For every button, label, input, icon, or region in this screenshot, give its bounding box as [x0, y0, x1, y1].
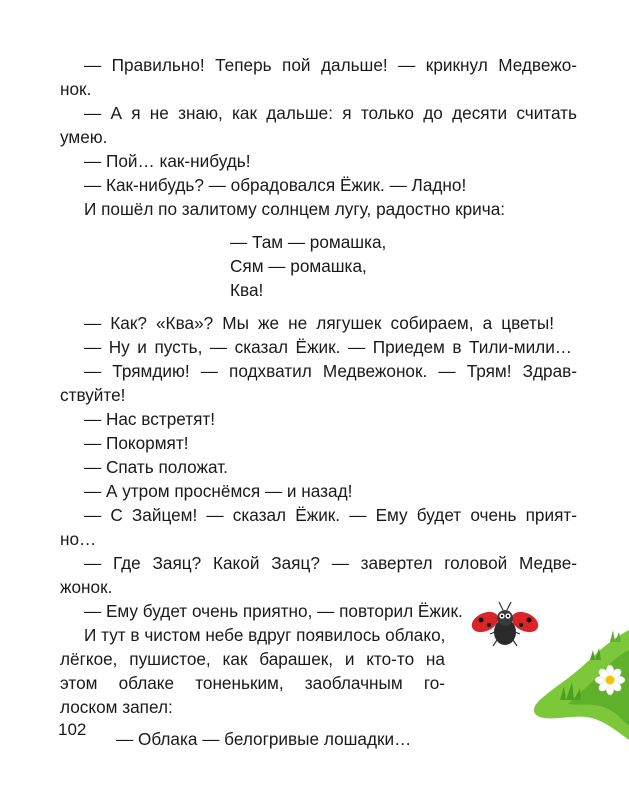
text-line: — Как-нибудь? — обрадовался Ёжик. — Ладно!	[84, 175, 467, 195]
verse-line: — Там — ромашка,	[230, 232, 387, 252]
verse-line: Ква!	[230, 280, 264, 300]
page-number: 102	[58, 720, 87, 739]
text-line: И пошёл по залитому солнцем лугу, радостно крича:	[84, 199, 506, 219]
text-line: — Спать положат.	[84, 457, 228, 477]
text-line: лёгкое, пушистое, как барашек, и кто-то на	[60, 649, 445, 669]
text-line: — Трямдию! — подхватил Медвежонок. — Трям! Здрав-	[84, 361, 577, 381]
text-line: — Ну и пусть, — сказал Ёжик. — Приедем в Тили-мили…	[84, 337, 572, 357]
verse-line: Сям — ромашка,	[230, 256, 367, 276]
illustration	[460, 590, 629, 750]
text-line: — А утром проснёмся — и назад!	[84, 481, 353, 501]
text-line: но…	[60, 529, 97, 549]
text-line: И тут в чистом небе вдруг появилось облако,	[84, 625, 446, 645]
text-line: — Покормят!	[84, 433, 189, 453]
text-line: жонок.	[60, 577, 113, 597]
text-line: — Где Заяц? Какой Заяц? — завертел головой Медве-	[84, 553, 577, 573]
ladybug-icon	[469, 602, 542, 646]
text-line: — Пой… как-нибудь!	[84, 151, 251, 171]
text-line: — А я не знаю, как дальше: я только до десяти считать	[84, 103, 577, 123]
text-line: — Правильно! Теперь пой дальше! — крикнул Медвежо-	[84, 55, 577, 75]
text-line: — Как? «Ква»? Мы же не лягушек собираем, а цветы!	[84, 313, 554, 333]
text-line: — Ему будет очень приятно, — повторил Ёжик.	[84, 601, 463, 621]
text-line: — С Зайцем! — сказал Ёжик. — Ему будет очень прият-	[84, 505, 577, 525]
verse-line: — Облака — белогривые лошадки…	[116, 729, 412, 749]
text-line: лоском запел:	[60, 697, 173, 717]
text-line: нок.	[60, 79, 92, 99]
text-line: — Нас встретят!	[84, 409, 216, 429]
text-line: ствуйте!	[60, 385, 126, 405]
text-line: этом облаке тоненьким, заоблачным го-	[60, 673, 445, 693]
text-line: умею.	[60, 127, 108, 147]
